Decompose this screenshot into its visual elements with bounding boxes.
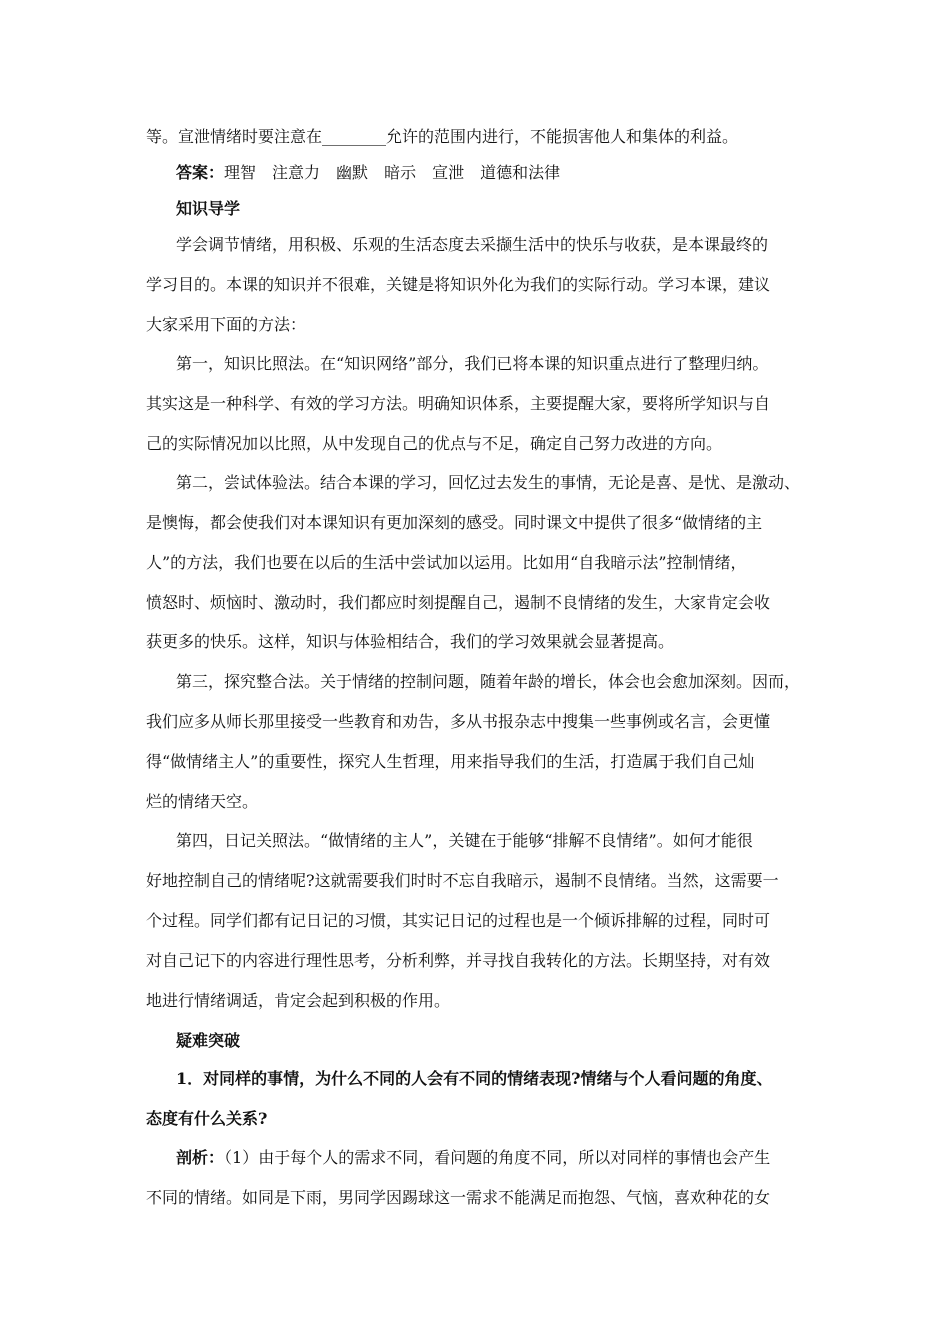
paragraph-line: 烂的情绪天空。 — [146, 792, 259, 811]
question-line: 态度有什么关系? — [146, 1109, 268, 1128]
section-heading-difficulty: 疑难突破 — [176, 1031, 241, 1050]
paragraph-line: 第一，知识比照法。在“知识网络”部分，我们已将本课的知识重点进行了整理归纳。 — [176, 354, 769, 373]
answer-term: 宣泄 — [432, 163, 465, 182]
paragraph-line: 获更多的快乐。这样，知识与体验相结合，我们的学习效果就会显著提高。 — [146, 632, 675, 651]
paragraph-line: 其实这是一种科学、有效的学习方法。明确知识体系，主要提醒大家，要将所学知识与自 — [146, 394, 771, 413]
analysis-line — [176, 1147, 770, 1169]
paragraph-line: 第三，探究整合法。关于情绪的控制问题，随着年龄的增长，体会也会愈加深刻。因而， — [176, 672, 801, 691]
fill-in-sentence: 等。宣泄情绪时要注意在________允许的范围内进行，不能损害他人和集体的利益。 — [146, 127, 739, 146]
paragraph-line: 第二，尝试体验法。结合本课的学习，回忆过去发生的事情，无论是喜、是忧、是激动、 — [176, 473, 801, 492]
paragraph-line: 对自己记下的内容进行理性思考，分析利弊，并寻找自我转化的方法。长期坚持，对有效 — [146, 951, 771, 970]
paragraph-line: 得“做情绪主人”的重要性，探究人生哲理，用来指导我们的生活，打造属于我们自己灿 — [146, 752, 755, 771]
paragraph-line: 学习目的。本课的知识并不很难，关键是将知识外化为我们的实际行动。学习本课，建议 — [146, 275, 771, 294]
paragraph-line: 学会调节情绪，用积极、乐观的生活态度去采撷生活中的快乐与收获，是本课最终的 — [176, 235, 769, 254]
answer-term: 幽默 — [336, 163, 369, 182]
paragraph-line: 是懊悔，都会使我们对本课知识有更加深刻的感受。同时课文中提供了很多“做情绪的主 — [146, 513, 763, 532]
paragraph-line: 地进行情绪调适，肯定会起到积极的作用。 — [146, 991, 451, 1010]
answer-line — [176, 162, 576, 184]
paragraph-line: 大家采用下面的方法： — [146, 315, 307, 334]
paragraph-line: 第四，日记关照法。“做情绪的主人”，关键在于能够“排解不良情绪”。如何才能很 — [176, 831, 753, 850]
analysis-line: 不同的情绪。如同是下雨，男同学因踢球这一需求不能满足而抱怨、气恼，喜欢种花的女 — [146, 1188, 771, 1207]
analysis-label: 剖析： — [176, 1148, 225, 1167]
analysis-text: （1）由于每个人的需求不同，看问题的角度不同，所以对同样的事情也会产生 — [224, 1148, 771, 1167]
answer-term: 暗示 — [384, 163, 417, 182]
answer-term: 理智 — [224, 163, 257, 182]
answer-term: 道德和法律 — [480, 163, 561, 182]
paragraph-line: 己的实际情况加以比照，从中发现自己的优点与不足，确定自己努力改进的方向。 — [146, 434, 723, 453]
answer-term: 注意力 — [272, 163, 321, 182]
paragraph-line: 个过程。同学们都有记日记的习惯，其实记日记的过程也是一个倾诉排解的过程，同时可 — [146, 911, 771, 930]
question-line: 1．对同样的事情，为什么不同的人会有不同的情绪表现?情绪与个人看问题的角度、 — [176, 1069, 773, 1088]
answer-label: 答案： — [176, 163, 225, 182]
paragraph-line: 愤怒时、烦恼时、激动时，我们都应时刻提醒自己，遏制不良情绪的发生，大家肯定会收 — [146, 593, 771, 612]
section-heading-guide: 知识导学 — [176, 199, 241, 218]
paragraph-line: 人”的方法，我们也要在以后的生活中尝试加以运用。比如用“自我暗示法”控制情绪， — [146, 553, 747, 572]
paragraph-line: 我们应多从师长那里接受一些教育和劝告，多从书报杂志中搜集一些事例或名言，会更懂 — [146, 712, 771, 731]
paragraph-line: 好地控制自己的情绪呢?这就需要我们时时不忘自我暗示，遏制不良情绪。当然，这需要一 — [146, 871, 779, 890]
